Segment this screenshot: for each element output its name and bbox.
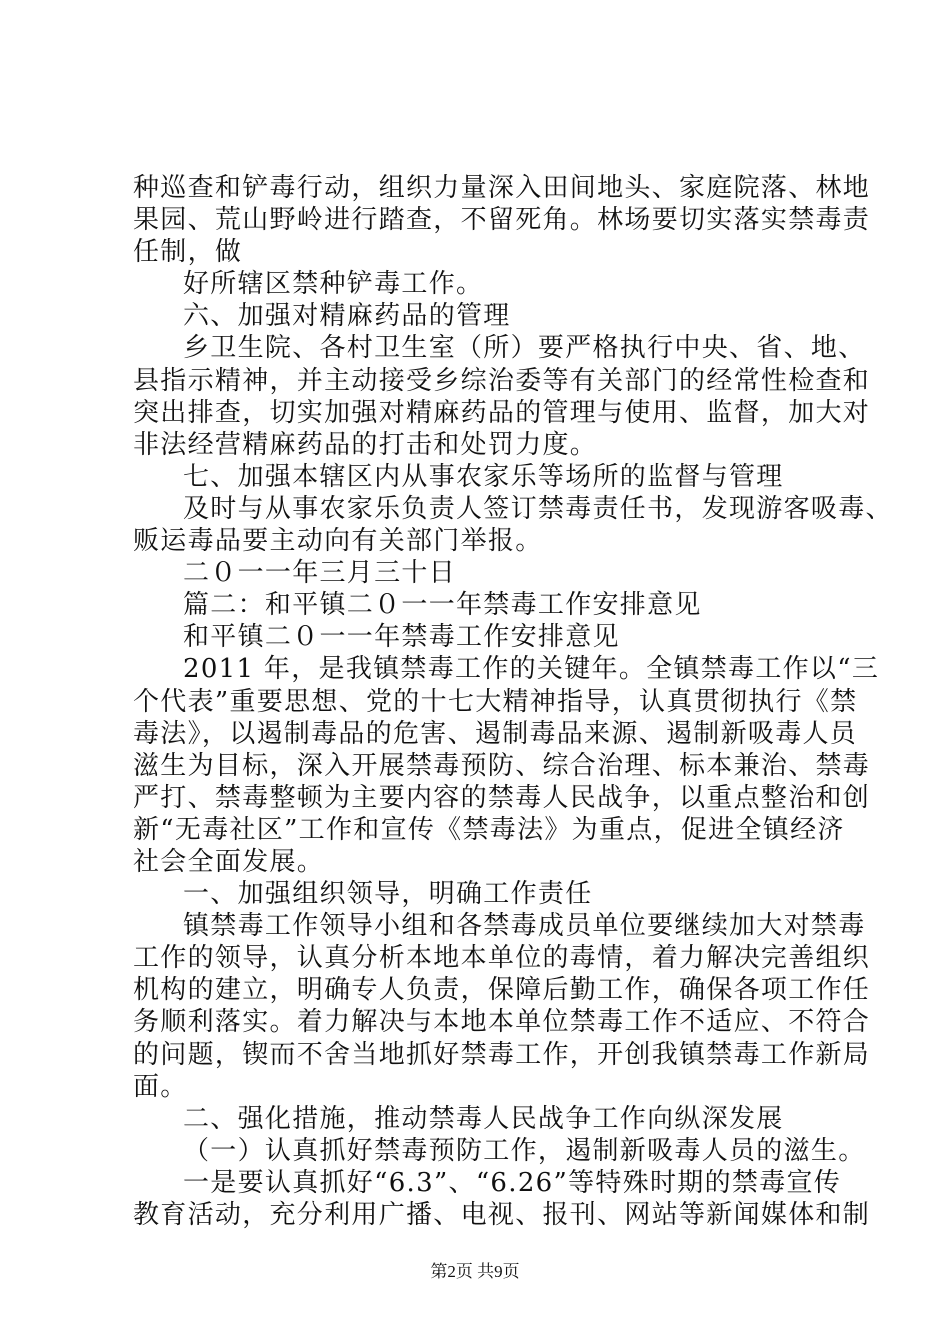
text-line: 务顺利落实。着力解决与本地本单位禁毒工作不适应、不符合 [133, 1007, 871, 1038]
text-line: 严打、禁毒整顿为主要内容的禁毒人民战争，以重点整治和创 [133, 782, 871, 813]
text-line: 好所辖区禁种铲毒工作。 [183, 269, 484, 300]
text-line: 一、加强组织领导，明确工作责任 [183, 879, 593, 910]
text-line: 机构的建立，明确专人负责，保障后勤工作，确保各项工作任 [133, 975, 871, 1006]
page-footer: 第2页 共9页 [430, 1262, 520, 1281]
text-line: 县指示精神，并主动接受乡综治委等有关部门的经常性检查和 [133, 365, 871, 396]
text-line: 和平镇二０一一年禁毒工作安排意见 [183, 622, 620, 653]
text-line: 二０一一年三月三十日 [183, 558, 457, 589]
text-line: 七、加强本辖区内从事农家乐等场所的监督与管理 [183, 461, 784, 492]
text-line: （一）认真抓好禁毒预防工作，遏制新吸毒人员的滋生。 [183, 1135, 866, 1166]
text-line: 镇禁毒工作领导小组和各禁毒成员单位要继续加大对禁毒 [183, 911, 866, 942]
text-line: 社会全面发展。 [133, 846, 325, 877]
text-line: 种巡查和铲毒行动，组织力量深入田间地头、家庭院落、林地 [133, 173, 871, 203]
text-line: 面。 [133, 1071, 188, 1102]
text-line: 新“无毒社区”工作和宣传《禁毒法》为重点，促进全镇经济 [133, 814, 845, 845]
document-body [133, 172, 893, 1231]
text-line: 二、强化措施，推动禁毒人民战争工作向纵深发展 [183, 1103, 784, 1134]
text-line: 毒法》，以遏制毒品的危害、遏制毒品来源、遏制新吸毒人员 [133, 718, 858, 749]
text-line: 果园、荒山野岭进行踏查，不留死角。林场要切实落实禁毒责 [133, 205, 871, 236]
text-line: 突出排查，切实加强对精麻药品的管理与使用、监督，加大对 [133, 397, 871, 428]
text-line: 及时与从事农家乐负责人签订禁毒责任书，发现游客吸毒、 [183, 493, 893, 524]
text-line: 2011 年，是我镇禁毒工作的关键年。全镇禁毒工作以“三 [183, 654, 880, 685]
text-line: 贩运毒品要主动向有关部门举报。 [133, 526, 543, 557]
text-line: 的问题，锲而不舍当地抓好禁毒工作，开创我镇禁毒工作新局 [133, 1039, 871, 1070]
text-line: 乡卫生院、各村卫生室（所）要严格执行中央、省、地、 [183, 333, 866, 364]
text-line: 个代表”重要思想、党的十七大精神指导，认真贯彻执行《禁 [133, 686, 858, 717]
text-line: 滋生为目标，深入开展禁毒预防、综合治理、标本兼治、禁毒 [133, 750, 871, 781]
text-line: 篇二：和平镇二０一一年禁毒工作安排意见 [183, 590, 702, 621]
text-line: 工作的领导，认真分析本地本单位的毒情，着力解决完善组织 [133, 943, 871, 974]
text-line: 教育活动，充分利用广播、电视、报刊、网站等新闻媒体和制 [133, 1200, 871, 1230]
text-line: 非法经营精麻药品的打击和处罚力度。 [133, 429, 598, 460]
text-line: 一是要认真抓好“6.3”、“6.26”等特殊时期的禁毒宣传 [183, 1167, 842, 1198]
text-line: 任制，做 [133, 237, 243, 268]
text-line: 六、加强对精麻药品的管理 [183, 301, 511, 332]
